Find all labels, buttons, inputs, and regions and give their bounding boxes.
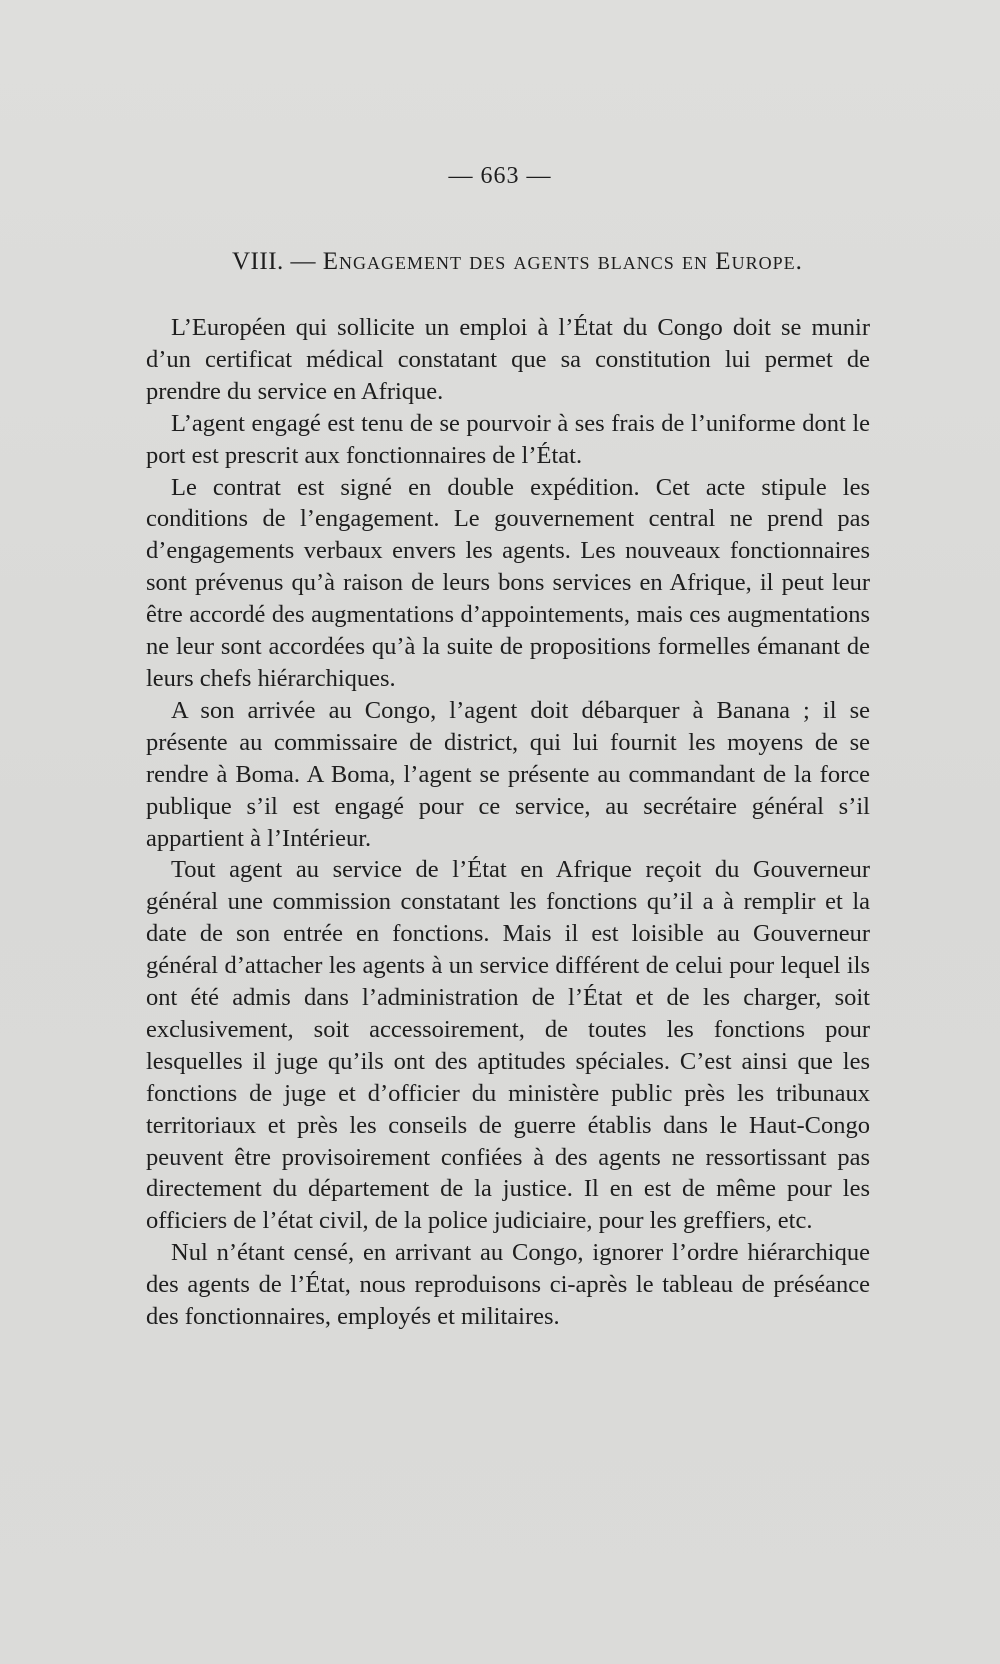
page-number: — 663 — [448, 163, 552, 189]
body-text [146, 312, 870, 1333]
paragraph: Tout agent au service de l’État en Afrique reçoit du Gouverneur général une commission constatant les fonctions qu’il a à remplir et la date de son entrée en fonctions. Mais il est loisible au Gouverneur général d’attacher les agents à un service différent de celui pour lequel ils ont été admis dans l’administration de l’État et de les charger, soit exclusivement, soit accessoirement, de toutes les fonctions pour lesquelles il juge qu’ils ont des aptitudes spéciales. C’est ainsi que les fonctions de juge et d’officier du ministère public près les tribunaux territoriaux et près les conseils de guerre établis dans le Haut-Congo peuvent être provisoirement confiées à des agents ne ressortissant pas directement du département de la justice. Il en est de même pour les officiers de l’état civil, de la police judiciaire, pour les greffiers, etc. [146, 856, 870, 1235]
paragraph: A son arrivée au Congo, l’agent doit débarquer à Banana ; il se présente au commissaire de district, qui lui fournit les moyens de se rendre à Boma. A Boma, l’agent se présente au commandant de la force publique s’il est engagé pour ce service, au secrétaire général s’il appartient à l’Intérieur. [146, 696, 870, 852]
paragraph: L’Européen qui sollicite un emploi à l’État du Congo doit se munir d’un certificat médical constatant que sa constitution lui permet de prendre du service en Afrique. [146, 314, 870, 405]
paragraph: Nul n’étant censé, en arrivant au Congo, ignorer l’ordre hiérarchique des agents de l’État, nous reproduisons ci-après le tableau de préséance des fonctionnaires, employés et militaires. [146, 1239, 870, 1331]
paragraph: L’agent engagé est tenu de se pourvoir à ses frais de l’uniforme dont le port est prescrit aux fonctionnaires de l’État. [146, 409, 870, 469]
section-title: Engagement des agents blancs en Europe [322, 248, 796, 275]
section-dash: — [283, 248, 323, 275]
section-title-end: . [795, 248, 803, 275]
section-heading [232, 248, 802, 276]
section-number: VIII. [232, 248, 284, 275]
paragraph: Le contrat est signé en double expédition. Cet acte stipule les conditions de l’engagement. Le gouvernement central ne prend pas d’engagements verbaux envers les agents. Les nouveaux fonctionnaires sont prévenus qu’à raison de leurs bons services en Afrique, il peut leur être accordé des augmentations d’appointements, mais ces augmentations ne leur sont accordées qu’à la suite de propositions formelles émanant de leurs chefs hiérarchiques. [146, 473, 870, 692]
